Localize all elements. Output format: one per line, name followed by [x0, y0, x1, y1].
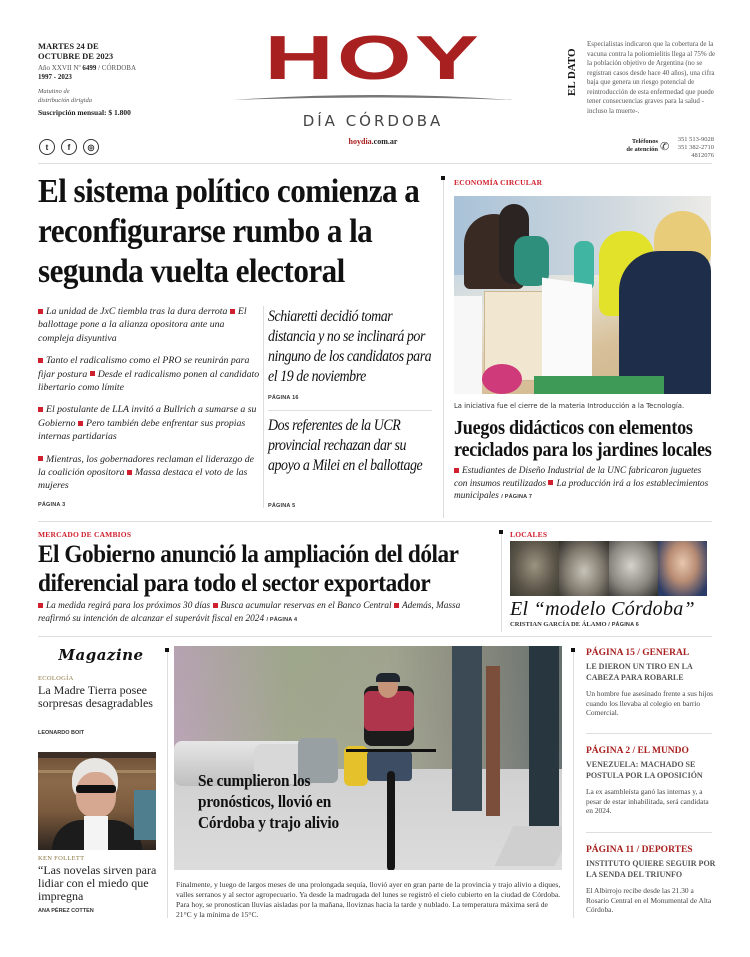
column-divider	[167, 648, 168, 918]
story-divider	[268, 410, 432, 411]
byline: CRISTIAN GARCÍA DE ÁLAMO / PÁGINA 6	[510, 621, 640, 628]
divider-marker	[441, 176, 445, 180]
instagram-icon[interactable]: ◎	[83, 139, 99, 155]
brief-kicker: PÁGINA 2 / EL MUNDO	[586, 746, 689, 756]
main-story-bullets	[38, 305, 260, 508]
brief-headline: INSTITUTO QUIERE SEGUIR POR LA SENDA DEL TRIUNFO	[586, 859, 716, 879]
rain-cyclist-photo[interactable]	[174, 646, 562, 870]
photo-headline: Se cumplieron los pronósticos, llovió en Córdoba y trajo alivio	[198, 771, 339, 832]
el-dato-text: Especialistas indicaron que la cobertura de la vacuna contra la poliomielitis llega al 75% de la población objetivo de Argentina (no se registran casos desde hace 40 años), una cifra baja que genera un riesgo potencial de reintroducción de esta enfermedad que puede tener consecuencias graves para la salud -incluso la muerte-.	[587, 40, 716, 115]
main-headline[interactable]: El sistema político comienza a reconfigurarse rumbo a la segunda vuelta electoral	[38, 173, 420, 290]
bullet-group: El postulante de LLA invitó a Bullrich a sumarse a su Gobierno Pero también debe enfrentar sus propias internas partidarias	[38, 404, 257, 443]
brief-kicker: PÁGINA 15 / GENERAL	[586, 648, 690, 658]
divider-marker	[571, 648, 575, 652]
brief-body: La ex asambleísta ganó las internas y, a pesar de estar inhabilitada, será candidata en 2024.	[586, 787, 709, 816]
column-divider	[263, 306, 264, 508]
divider-marker	[499, 530, 503, 534]
column-divider	[501, 530, 502, 632]
column-divider	[573, 648, 574, 918]
brief-body: El Albirrojo recibe desde las 21.30 a Rosario Central en el Monumental de Alta Córdoba.	[586, 886, 712, 915]
brief-general[interactable]	[586, 648, 716, 718]
magazine-headline[interactable]: La Madre Tierra posee sorpresas desagradables	[38, 683, 153, 710]
locales-headline[interactable]: El “modelo Córdoba”	[510, 598, 695, 620]
mercado-bullets: La medida regirá para los próximos 30 días Busca acumular reservas en el Banco Central Además, Massa reafirmó su intención de alcanzar el superávit fiscal en 2024 / PÁGINA 4	[38, 601, 461, 624]
edition-date: MARTES 24 DE OCTUBRE DE 2023	[38, 41, 114, 61]
divider-marker	[165, 648, 169, 652]
twitter-icon[interactable]: t	[39, 139, 55, 155]
mercado-headline[interactable]: El Gobierno anunció la ampliación del dólar diferencial para todo el sector exportador	[38, 541, 459, 597]
section-kicker: LOCALES	[510, 530, 548, 539]
el-dato-label: EL DATO	[566, 48, 578, 96]
logo-subtitle: DÍA CÓRDOBA	[302, 112, 444, 130]
masthead-divider	[38, 163, 712, 164]
brief-headline: LE DIERON UN TIRO EN LA CABEZA PARA ROBARLE	[586, 662, 693, 682]
magazine-kicker: ECOLOGÍA	[38, 675, 74, 682]
phones-label: Teléfonos de atención	[626, 138, 658, 153]
section-kicker: ECONOMÍA CIRCULAR	[454, 178, 543, 187]
bullet-group: La unidad de JxC tiembla tras la dura derrota El ballottage pone a la alianza opositora ante una compleja disyuntiva	[38, 306, 247, 344]
column-divider	[443, 178, 444, 518]
brief-deportes[interactable]	[586, 845, 716, 915]
side-story-ucr[interactable]: Dos referentes de la UCR provincial rechazan dar su apoyo a Milei en el ballottage	[268, 417, 423, 474]
years-published: 1997 - 2023	[38, 73, 72, 81]
brief-body: Un hombre fue asesinado frente a sus hijos cuando los llevaba al colegio en barrio Comercial.	[586, 689, 714, 718]
brief-headline: VENEZUELA: MACHADO SE POSTULA POR LA OPOSICIÓN	[586, 760, 703, 780]
subscription-price: Suscripción mensual: $ 1.800	[38, 108, 131, 117]
page-ref[interactable]: / PÁGINA 4	[266, 616, 298, 623]
ken-follett-photo[interactable]	[38, 752, 156, 850]
page-ref[interactable]: / PÁGINA 6	[608, 622, 640, 628]
bullet-group: Tanto el radicalismo como el PRO se reunirán para fijar postura Desde el radicalismo ponen al candidato libertario como límite	[38, 355, 260, 394]
website-link[interactable]: hoydia.com.ar	[348, 137, 398, 146]
page-ref[interactable]: / PÁGINA 7	[501, 494, 533, 500]
students-photo[interactable]	[454, 196, 711, 394]
logo-wordmark: HOY	[264, 24, 482, 93]
section-divider	[38, 636, 712, 637]
phone-numbers: 351 513-9028 351 382-2710 4812076	[677, 136, 714, 159]
juegos-headline[interactable]: Juegos didácticos con elementos reciclados para los jardines locales	[454, 418, 712, 461]
section-divider	[38, 521, 712, 522]
social-links	[39, 139, 99, 155]
side-story-schiaretti[interactable]: Schiaretti decidió tomar distancia y no se inclinará por ninguno de los candidatos para el 19 de noviembre	[268, 308, 432, 385]
section-kicker: MERCADO DE CAMBIOS	[38, 530, 132, 539]
rain-story-body: Finalmente, y luego de largos meses de una prolongada sequía, llovió ayer en gran parte de la provincia y trajo alivio a diques, valles serranos y al sector agropecuario. Ya desde la madrugada del lunes se registró el cielo cubierto en la ciudad de Córdoba. Para hoy, se pronostican lluvias aisladas por la mañana, lloviznas hacia la tarde y nublado. La temperatura máxima será de 21°C y la mínima de 15°C.	[176, 880, 561, 920]
page-ref[interactable]: PÁGINA 3	[38, 501, 66, 508]
page-ref[interactable]: PÁGINA 16	[268, 395, 299, 401]
juegos-bullets: Estudiantes de Diseño Industrial de la UNC fabricaron juguetes con insumos reutilizados La producción irá a los establecimientos municipales / PÁGINA 7	[454, 466, 709, 501]
brief-divider	[586, 733, 712, 734]
governors-photo[interactable]	[510, 541, 707, 596]
distribution-note: Matutino de distribución dirigida	[38, 88, 92, 104]
issue-info: Año XXVII Nº 6499 / CÓRDOBA	[38, 64, 137, 72]
magazine-title: Magazine	[58, 646, 144, 664]
magazine-headline[interactable]: “Las novelas sirven para lidiar con el miedo que impregna	[38, 863, 157, 903]
byline: ANA PÉREZ COTTEN	[38, 908, 94, 914]
bullet-group: Mientras, los gobernadores reclaman el liderazgo de la coalición opositora Massa destaca el voto de las mujeres	[38, 453, 254, 492]
logo-swoosh-icon	[233, 93, 513, 101]
brief-mundo[interactable]	[586, 746, 716, 816]
brief-divider	[586, 832, 712, 833]
magazine-kicker: KEN FOLLETT	[38, 855, 85, 862]
photo-caption: La iniciativa fue el cierre de la materia Introducción a la Tecnología.	[454, 401, 685, 410]
facebook-icon[interactable]: f	[61, 139, 77, 155]
phone-icon: ✆	[660, 140, 670, 153]
brief-kicker: PÁGINA 11 / DEPORTES	[586, 845, 693, 855]
page-ref[interactable]: PÁGINA 5	[268, 503, 296, 509]
byline: LEONARDO BOIT	[38, 730, 85, 736]
newspaper-logo[interactable]	[233, 24, 513, 146]
